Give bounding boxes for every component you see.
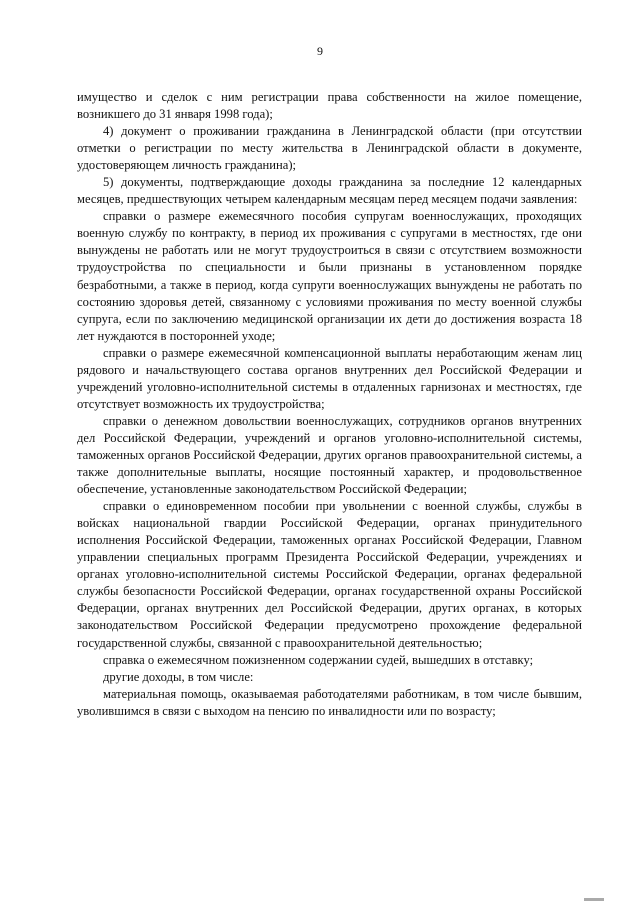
paragraph: справки о размере ежемесячной компенсационной выплаты неработающим женам лиц рядового и начальствующего состава органов внутренних дел Российской Федерации и учреждений уголовно-исполнительной системы в отдаленных гарнизонах и местностях, где отсутствует возможность их трудоустройства; (77, 345, 582, 411)
page-number: 9 (317, 44, 323, 58)
paragraph: справки о единовременном пособии при увольнении с военной службы, службы в войсках национальной гвардии Российской Федерации, органах принудительного исполнения Российской Федерации, таможенных органах Российской Федерации, Главном управлении специальных программ Президента Российской Федерации, учреждениях и органах уголовно-исполнительной системы Российской Федерации, органах федеральной службы безопасности Российской Федерации, органах государственной охраны Российской Федерации, органах внутренних дел Российской Федерации, других органах, в которых законодательством Российской Федерации предусмотрено прохождение федеральной государственной службы, связанной с правоохранительной деятельностью; (77, 499, 582, 650)
paragraph: справка о ежемесячном пожизненном содержании судей, вышедших в отставку; (103, 652, 534, 667)
paragraph: 5) документы, подтверждающие доходы гражданина за последние 12 календарных месяцев, предшествующих четырем календарным месяцам перед месяцем подачи заявления: (77, 175, 582, 207)
paragraph: материальная помощь, оказываемая работодателями работникам, в том числе бывшим, уволившимся в связи с выходом на пенсию по инвалидности или по возрасту; (77, 686, 582, 718)
paragraph: другие доходы, в том числе: (103, 669, 254, 684)
paragraph: 4) документ о проживании гражданина в Ленинградской области (при отсутствии отметки о регистрации по месту жительства в Ленинградской области в документе, удостоверяющем личность гражданина); (77, 124, 582, 173)
paragraph: справки о размере ежемесячного пособия супругам военнослужащих, проходящих военную службу по контракту, в период их проживания с супругами в местностях, где они вынуждены не работать или не могут трудоустроиться в связи с отсутствием возможности трудоустройства по специальности и были признаны в установленном порядке безработными, а также в период, когда супруги военнослужащих вынуждены не работать по состоянию здоровья детей, связанному с условиями проживания по месту военной службы супруга, если по заключению медицинской организации их дети до достижения возраста 18 лет нуждаются в посторонней уходе; (77, 209, 582, 343)
paragraph: имущество и сделок с ним регистрации права собственности на жилое помещение, возникшего до 31 января 1998 года); (77, 90, 582, 122)
scan-mark (584, 898, 604, 901)
document-body (77, 89, 582, 720)
paragraph: справки о денежном довольствии военнослужащих, сотрудников органов внутренних дел Российской Федерации, учреждений и органов уголовно-исполнительной системы, таможенных органов Российской Федерации, других органов правоохранительной системы, а также дополнительные выплаты, носящие постоянный характер, и продовольственное обеспечение, установленные законодательством Российской Федерации; (77, 413, 582, 497)
